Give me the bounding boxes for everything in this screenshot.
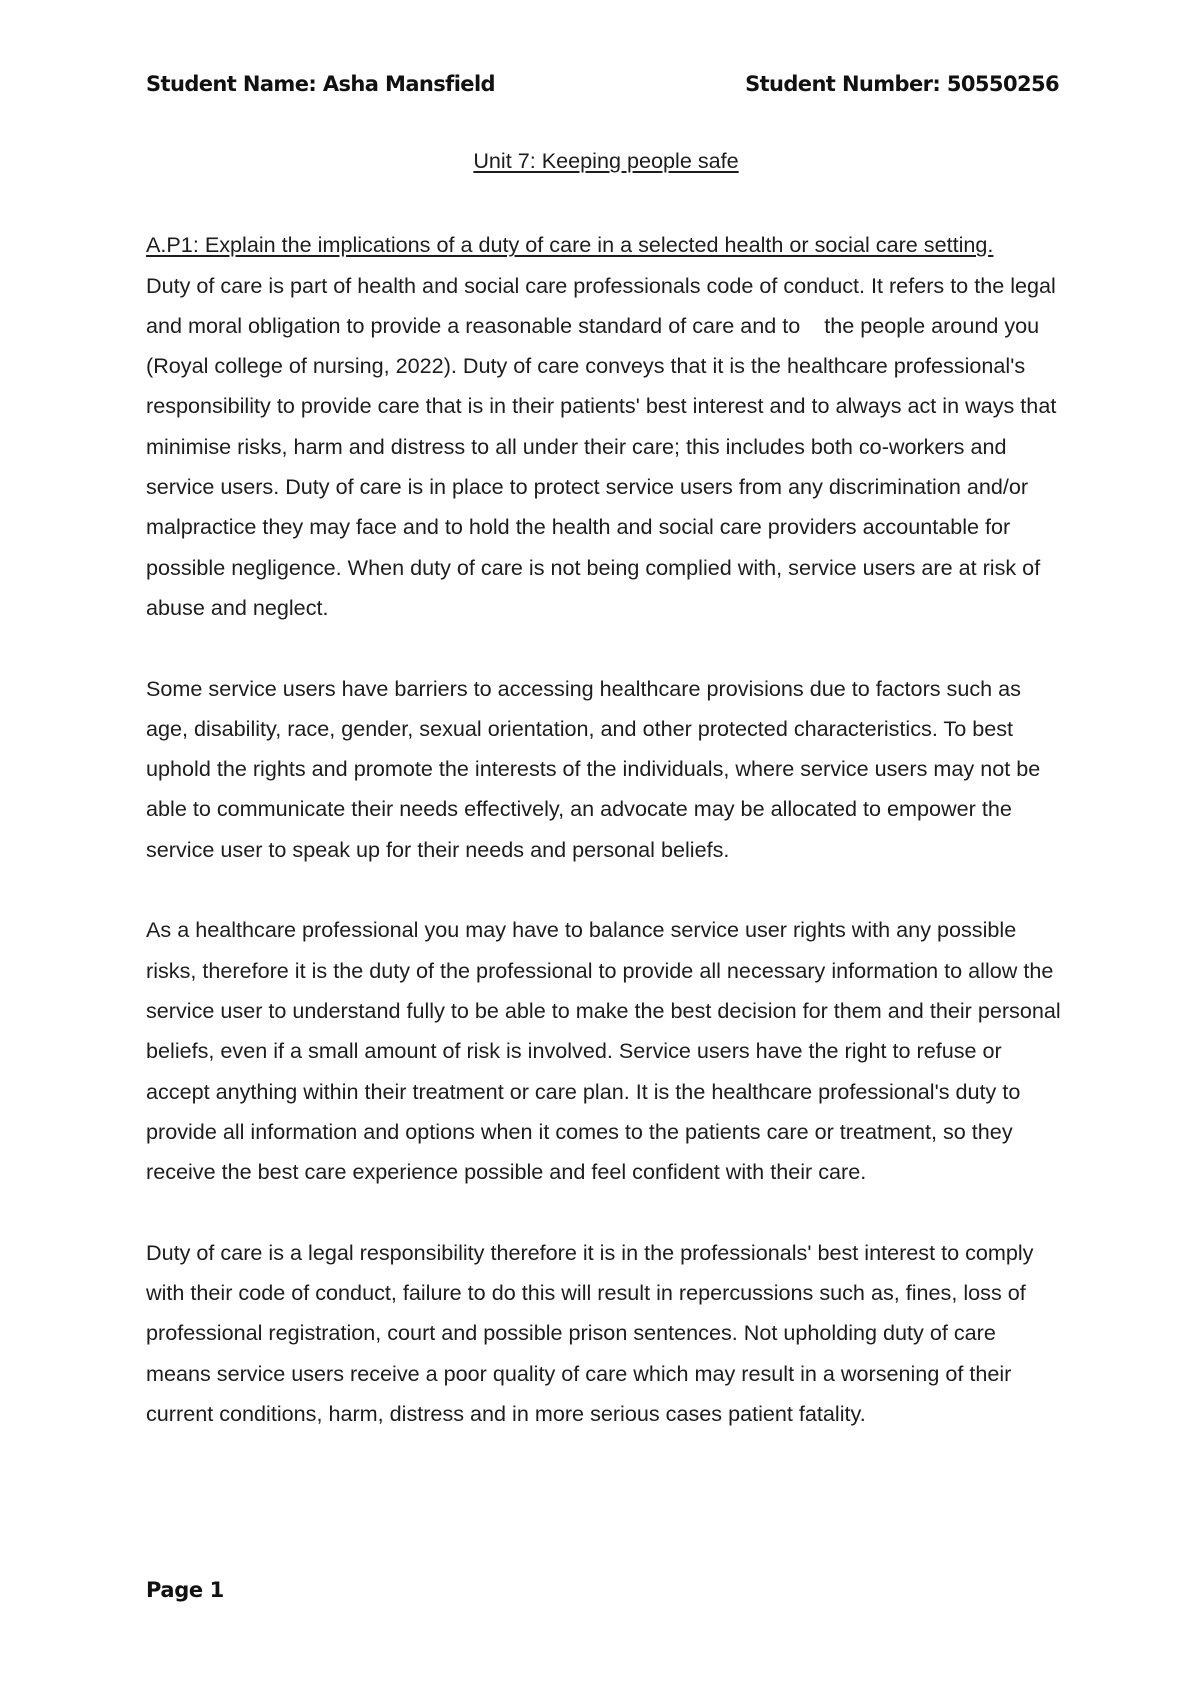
page-header [146, 72, 1059, 96]
paragraph-legal-responsibility: Duty of care is a legal responsibility therefore it is in the professionals' best interest to comply with their code of conduct, failure to do this will result in repercussions such as, fines, loss of professional registration, court and possible prison sentences. Not upholding duty of care means service users receive a poor quality of care which may result in a worsening of their current conditions, harm, distress and in more serious cases patient fatality. [146, 1239, 1034, 1426]
paragraph-duty-of-care: Duty of care is part of health and social care professionals code of conduct. It refers to the legal and moral obligation to provide a reasonable standard of care and to the people around you (Royal college of nursing, 2022). Duty of care conveys that it is the healthcare professional's responsibility to provide care that is in their patients' best interest and to always act in ways that minimise risks, harm and distress to all under their care; this includes both co-workers and service users. Duty of care is in place to protect service users from any discrimination and/or malpractice they may face and to hold the health and social care providers accountable for possible negligence. When duty of care is not being complied with, service users are at risk of abuse and neglect. [146, 272, 1063, 620]
paragraph-balancing-rights: As a healthcare professional you may have to balance service user rights with any possible risks, therefore it is the duty of the professional to provide all necessary information to allow the service user to understand fully to be able to make the best decision for them and their personal beliefs, even if a small amount of risk is involved. Service users have the right to refuse or accept anything within their treatment or care plan. It is the healthcare professional's duty to provide all information and options when it comes to the patients care or treatment, so they receive the best care experience possible and feel confident with their care. [146, 917, 1061, 1185]
student-name: Student Name: Asha Mansfield [146, 72, 495, 96]
question-heading: A.P1: Explain the implications of a duty of care in a selected health or social care setting. [146, 232, 994, 258]
paragraph-barriers: Some service users have barriers to accessing healthcare provisions due to factors such as age, disability, race, gender, sexual orientation, and other protected characteristics. To best uphold the rights and promote the interests of the individuals, where service users may not be able to communicate their needs effectively, an advocate may be allocated to empower the service user to speak up for their needs and personal beliefs. [146, 675, 1041, 862]
document-body [146, 141, 1066, 1475]
student-number: Student Number: 50550256 [745, 72, 1059, 96]
unit-title: Unit 7: Keeping people safe [473, 148, 739, 173]
page-number: Page 1 [146, 1578, 224, 1602]
